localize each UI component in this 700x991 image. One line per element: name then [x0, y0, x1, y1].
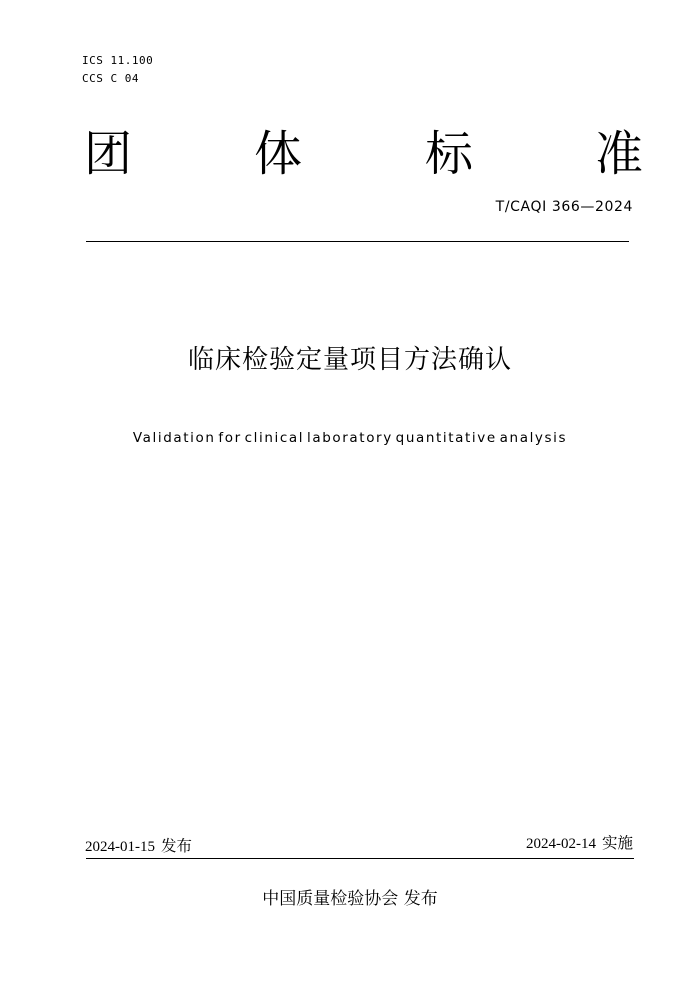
- publish-label: 发布: [161, 837, 193, 855]
- doc-type-char-2: 体: [254, 126, 303, 182]
- ccs-code: CCS C 04: [82, 72, 139, 85]
- implement-date: 2024-02-14: [525, 836, 596, 852]
- doc-type-char-3: 标: [425, 126, 474, 182]
- implement-label: 实施: [601, 834, 633, 852]
- header-divider: [86, 241, 629, 242]
- doc-type-char-4: 准: [595, 126, 644, 182]
- document-title-chinese: 临床检验定量项目方法确认: [187, 345, 512, 375]
- document-title-english: Validation for clinical laboratory quantitative analysis: [132, 430, 568, 446]
- doc-type-char-1: 团: [84, 126, 133, 182]
- footer-divider: [86, 858, 634, 859]
- issuing-organization: 中国质量检验协会 发布: [262, 889, 438, 909]
- publish-date-block: [85, 836, 192, 857]
- ics-code: ICS 11.100: [82, 54, 154, 67]
- standard-number: T/CAQI 366—2024: [495, 199, 633, 215]
- publish-date: 2024-01-15: [85, 839, 155, 855]
- implement-date-block: [526, 833, 633, 854]
